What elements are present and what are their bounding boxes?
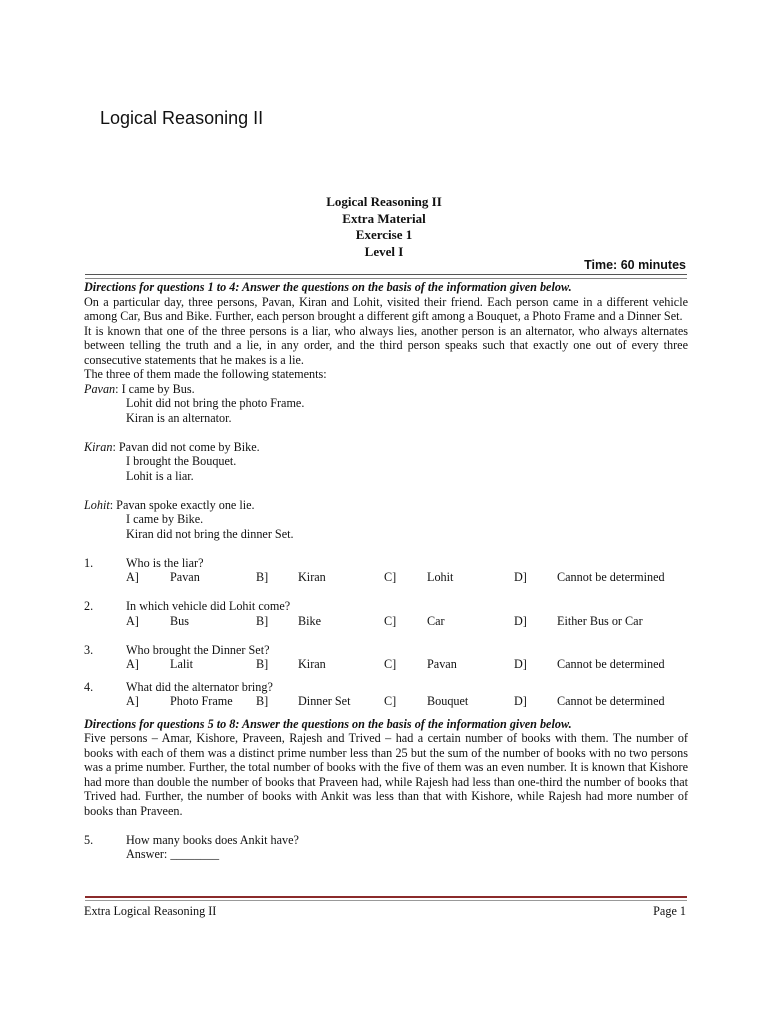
option-label: B] (256, 694, 269, 708)
title-line-4: Level I (364, 243, 404, 259)
question-1-options (84, 570, 688, 585)
statement-pavan-1: Pavan: I came by Bus. (84, 381, 195, 396)
header-divider (85, 274, 687, 275)
statement-lohit-1: Lohit: Pavan spoke exactly one lie. (84, 497, 255, 512)
statement-pavan-3: Kiran is an alternator. (126, 410, 232, 425)
option-label: A] (126, 570, 139, 584)
footer-title: Extra Logical Reasoning II (84, 904, 217, 918)
title-line-2: Extra Material (342, 210, 426, 226)
option-c: Car (427, 613, 445, 628)
passage-paragraph-2: It is known that one of the three persons is a liar, who always lies, another person is an alternator, who always alternates between telling the truth and a lie, in any order, and the third person speaks such that exactly one out of every three consecutive statements that he makes is a lie. (84, 323, 688, 367)
option-label: C] (384, 570, 397, 584)
statement-kiran-1: Kiran: Pavan did not come by Bike. (84, 439, 260, 454)
question-1 (84, 556, 688, 571)
question-text: Who is the liar? (126, 555, 204, 570)
answer-blank: Answer: ________ (126, 847, 220, 861)
question-text: How many books does Ankit have? (126, 832, 299, 847)
question-text: In which vehicle did Lohit come? (126, 599, 291, 613)
question-4-options (84, 694, 688, 709)
question-4 (84, 680, 688, 695)
option-label: B] (256, 570, 269, 584)
option-b: Dinner Set (298, 694, 351, 708)
option-a: Pavan (170, 570, 200, 584)
directions-set-1: Directions for questions 1 to 4: Answer the questions on the basis of the information given below. (84, 280, 572, 294)
question-3-options (84, 657, 688, 672)
speaker-name: Lohit (84, 497, 110, 512)
option-label: C] (384, 657, 397, 671)
option-d: Cannot be determined (557, 694, 665, 708)
option-c: Bouquet (427, 694, 469, 708)
footer-divider (85, 896, 687, 898)
option-label: A] (126, 657, 139, 671)
option-a: Photo Frame (170, 694, 233, 708)
option-a: Bus (170, 613, 189, 628)
directions-set-2: Directions for questions 5 to 8: Answer the questions on the basis of the information given below. (84, 716, 572, 731)
option-label: C] (384, 694, 397, 708)
option-d: Cannot be determined (557, 657, 665, 671)
option-label: D] (514, 694, 527, 708)
question-5-answer (84, 847, 688, 862)
statement-kiran-3: Lohit is a liar. (126, 468, 194, 483)
passage-paragraph-1: On a particular day, three persons, Pavan, Kiran and Lohit, visited their friend. Each person came in a different vehicle among Car, Bus and Bike. Further, each person brought a different gift among a Bouquet, a Photo Frame and a Dinner Set. (84, 294, 688, 323)
question-number: 2. (84, 599, 94, 613)
option-d: Cannot be determined (557, 570, 665, 584)
page-number: Page 1 (653, 904, 686, 918)
question-5 (84, 833, 688, 848)
question-number: 5. (84, 832, 94, 847)
statement-kiran-2: I brought the Bouquet. (126, 454, 237, 468)
statement-lohit-3: Kiran did not bring the dinner Set. (126, 526, 294, 541)
footer-divider-thin (85, 900, 687, 901)
passage-paragraph-3: The three of them made the following statements: (84, 367, 327, 381)
option-c: Lohit (427, 570, 454, 584)
question-3 (84, 643, 688, 658)
question-number: 1. (84, 555, 94, 570)
question-text: Who brought the Dinner Set? (126, 642, 270, 657)
speaker-name: Pavan (84, 381, 116, 396)
option-label: D] (514, 613, 527, 628)
option-label: A] (126, 694, 139, 708)
option-label: A] (126, 613, 139, 628)
option-d: Either Bus or Car (557, 613, 643, 628)
option-label: B] (256, 657, 269, 671)
statement-pavan-2: Lohit did not bring the photo Frame. (126, 396, 305, 410)
header-divider-thin (85, 278, 687, 279)
question-number: 3. (84, 642, 94, 657)
title-line-1: Logical Reasoning II (326, 194, 442, 209)
time-label: Time: 60 minutes (584, 258, 686, 272)
document-header-title: Logical Reasoning II (100, 108, 264, 128)
question-number: 4. (84, 679, 94, 694)
passage-set-2: Five persons – Amar, Kishore, Praveen, Rajesh and Trived – had a certain number of books with them. The number of books with each of them was a distinct prime number less than 25 but the sum of the number of books with no two persons was a prime number. Further, the total number of books with the five of them was an even number. It is known that Kishore had more than double the number of books that Praveen had, while Rajesh had less than one-third the number of books that Trived had. Further, the number of books with Ankit was less than that with Kishore, while Rajesh had more number of books than Praveen. (84, 731, 688, 818)
option-b: Kiran (298, 657, 326, 671)
document-body (84, 280, 688, 862)
question-2 (84, 599, 688, 614)
speaker-name: Kiran (84, 439, 113, 454)
option-a: Lalit (170, 657, 194, 671)
question-2-options (84, 614, 688, 629)
option-label: B] (256, 613, 269, 628)
title-block (0, 194, 768, 260)
statement-lohit-2: I came by Bike. (126, 512, 204, 526)
option-b: Bike (298, 613, 322, 628)
option-b: Kiran (298, 570, 326, 584)
option-label: C] (384, 613, 397, 628)
question-text: What did the alternator bring? (126, 679, 273, 694)
option-label: D] (514, 570, 527, 584)
option-c: Pavan (427, 657, 457, 671)
title-line-3: Exercise 1 (355, 227, 413, 242)
option-label: D] (514, 657, 527, 671)
